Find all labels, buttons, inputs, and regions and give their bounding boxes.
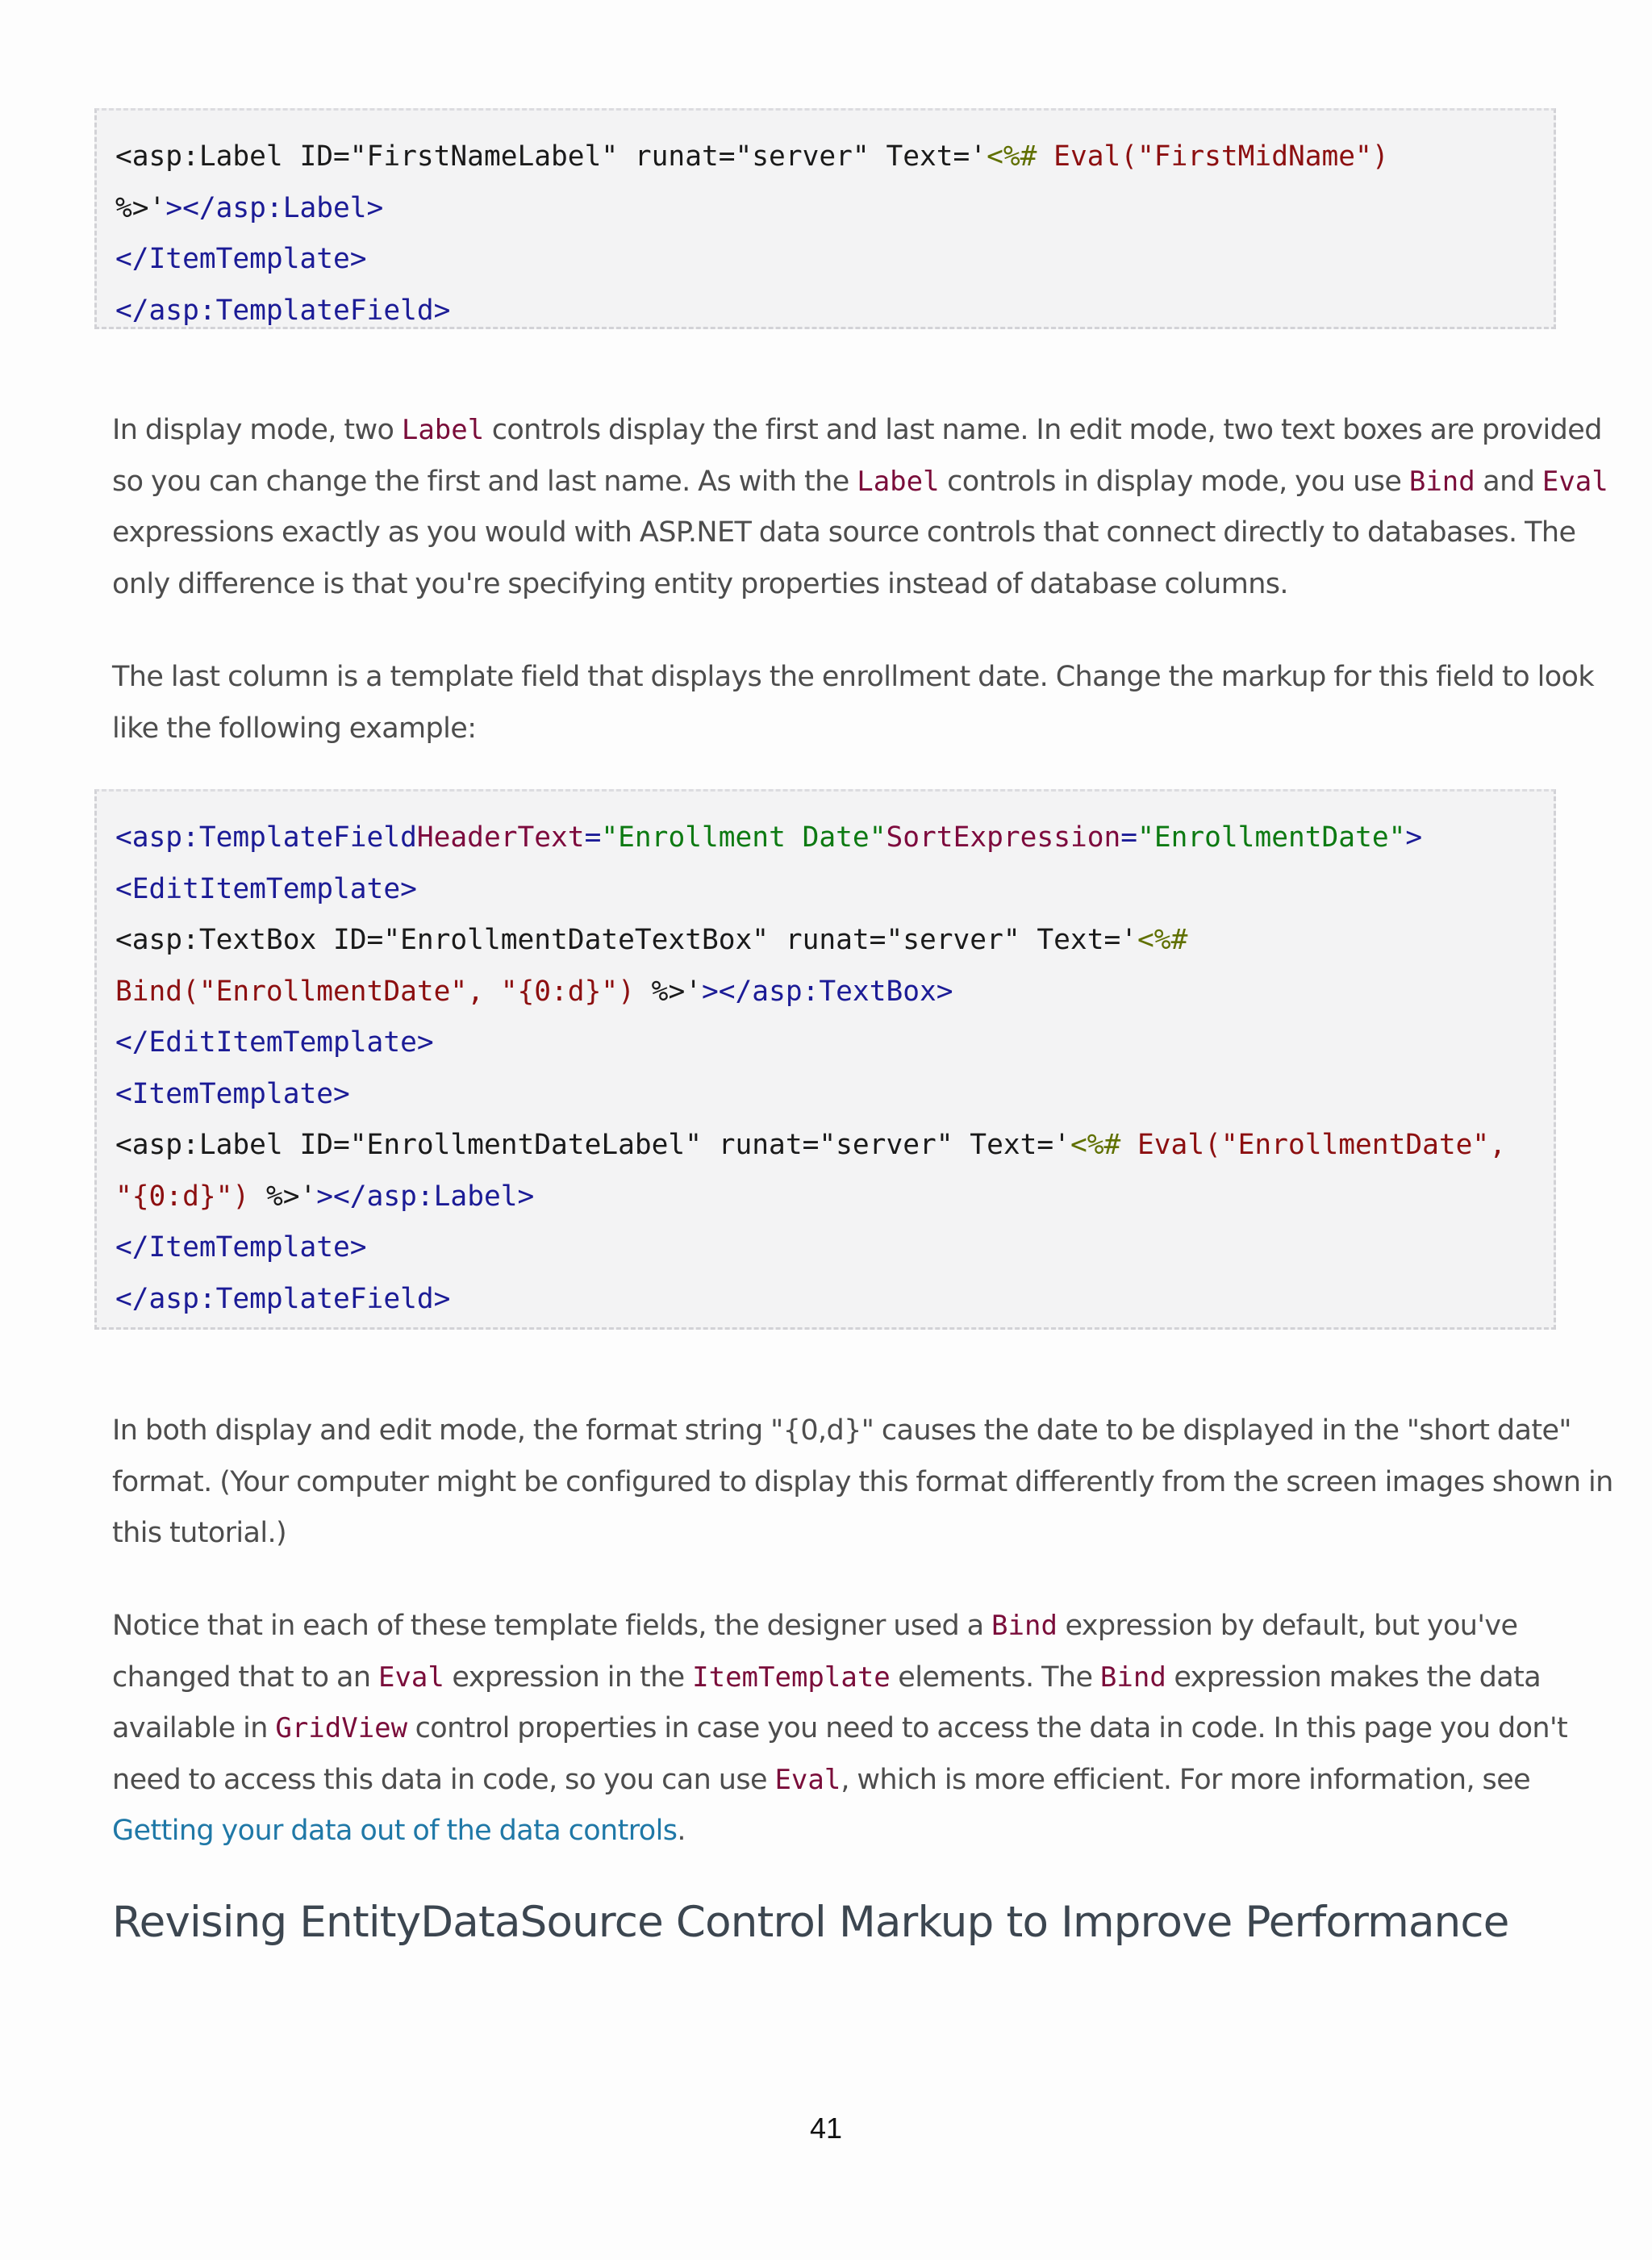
code-text: %>' — [249, 1180, 317, 1213]
code-string: "EnrollmentDate" — [1137, 821, 1406, 854]
code-tag: ></asp:Label> — [165, 191, 384, 224]
code-text: <asp:TextBox ID="EnrollmentDateTextBox" runat="server" Text=' — [115, 924, 1138, 956]
text-line — [112, 1703, 1568, 1755]
text-line — [112, 1457, 1613, 1509]
code-delimiter: <%# — [1137, 924, 1188, 956]
paragraph-bind-vs-eval — [112, 1601, 1568, 1857]
text-line — [112, 508, 1576, 559]
paragraph-enrollment-date-intro — [112, 652, 1595, 754]
code-delimiter: <%# — [1070, 1129, 1121, 1161]
inline-code: Label — [857, 465, 940, 498]
text-run: . — [677, 1815, 686, 1847]
code-tag: </asp:TemplateField> — [115, 294, 451, 327]
inline-code: Bind — [991, 1610, 1058, 1642]
text-line — [112, 405, 1602, 457]
code-line — [115, 286, 1535, 337]
inline-code: Bind — [1408, 465, 1475, 498]
code-line — [115, 864, 1535, 916]
text-line — [112, 457, 1608, 508]
text-run: elements. The — [890, 1661, 1100, 1694]
text-run: only difference is that you're specifying entity properties instead of database columns. — [112, 567, 1288, 600]
code-text: <asp:Label ID="EnrollmentDateLabel" runat="server" Text=' — [115, 1129, 1070, 1161]
code-tag: <asp:TemplateField — [115, 821, 417, 854]
text-line — [112, 1406, 1571, 1457]
text-run: Notice that in each of these template fields, the designer used a — [112, 1610, 992, 1642]
code-tag: ></asp:Label> — [316, 1180, 535, 1213]
code-tag: <ItemTemplate> — [115, 1077, 350, 1110]
text-run: this tutorial.) — [112, 1517, 287, 1549]
text-line — [112, 704, 1564, 755]
text-line — [112, 1806, 1564, 1857]
text-run: controls in display mode, you use — [939, 465, 1409, 498]
text-run: The last column is a template field that displays the enrollment date. Change the markup for this field to look — [112, 661, 1595, 693]
text-run: need to access this data in code, so you can use — [112, 1763, 775, 1796]
text-line — [112, 1755, 1564, 1807]
text-run: expression by default, but you've — [1057, 1610, 1518, 1642]
code-block-enrollment-date-template — [94, 789, 1556, 1330]
text-run: , which is more efficient. For more information, see — [841, 1763, 1531, 1796]
code-line — [115, 1017, 1535, 1069]
section-heading: Revising EntityDataSource Control Markup to Improve Performance — [112, 1898, 1509, 1947]
code-tag: = — [1120, 821, 1138, 854]
code-tag: > — [1405, 821, 1423, 854]
code-tag: </ItemTemplate> — [115, 243, 367, 275]
inline-code: Label — [401, 414, 485, 446]
text-line — [112, 559, 1564, 611]
text-run: expression makes the data — [1166, 1661, 1541, 1694]
code-tag: </EditItemTemplate> — [115, 1026, 434, 1059]
text-run: available in — [112, 1712, 276, 1744]
code-text: %>' — [115, 191, 166, 224]
inline-code: Eval — [1541, 465, 1608, 498]
code-attribute: HeaderText — [416, 821, 585, 854]
code-line — [115, 1172, 1535, 1223]
text-run: so you can change the first and last name. As with the — [112, 465, 857, 498]
inline-code: Bind — [1099, 1661, 1166, 1694]
code-block-label-template — [94, 108, 1556, 329]
code-attribute: SortExpression — [886, 821, 1121, 854]
code-line — [115, 1274, 1535, 1326]
paragraph-display-edit-mode — [112, 405, 1608, 610]
code-string: "Enrollment Date" — [601, 821, 886, 854]
text-run: like the following example: — [112, 712, 477, 745]
text-run: controls display the first and last name. In edit mode, two text boxes are provided — [484, 414, 1602, 446]
text-run: expression in the — [444, 1661, 693, 1694]
text-line — [112, 652, 1595, 704]
code-expression: Eval("FirstMidName") — [1037, 140, 1389, 173]
text-run: format. (Your computer might be configured to display this format differently from the screen images shown in — [112, 1465, 1613, 1498]
inline-code: Eval — [378, 1661, 444, 1694]
code-line — [115, 813, 1535, 864]
inline-code: ItemTemplate — [692, 1661, 891, 1694]
code-expression: "{0:d}") — [115, 1180, 250, 1213]
code-expression: Eval("EnrollmentDate", — [1120, 1129, 1506, 1161]
code-line — [115, 1069, 1535, 1121]
code-text: %>' — [634, 975, 702, 1008]
text-run: In display mode, two — [112, 414, 402, 446]
code-line — [115, 1120, 1535, 1172]
text-run: expressions exactly as you would with ASP.NET data source controls that connect directly to databases. The — [112, 516, 1576, 549]
inline-code: GridView — [275, 1712, 408, 1744]
text-run: changed that to an — [112, 1661, 378, 1694]
code-delimiter: <%# — [987, 140, 1037, 173]
text-line — [112, 1601, 1564, 1652]
text-run: control properties in case you need to access the data in code. In this page you don't — [407, 1712, 1568, 1744]
code-line — [115, 132, 1535, 183]
code-line — [115, 234, 1535, 286]
code-line — [115, 967, 1535, 1018]
link[interactable]: Getting your data out of the data controls — [112, 1815, 678, 1847]
code-tag: ></asp:TextBox> — [702, 975, 953, 1008]
text-run: In both display and edit mode, the format string "{0,d}" causes the date to be displayed in the "short date" — [112, 1414, 1571, 1447]
text-run: and — [1475, 465, 1542, 498]
code-expression: Bind("EnrollmentDate", "{0:d}") — [115, 975, 635, 1008]
code-tag: = — [584, 821, 602, 854]
paragraph-format-string — [112, 1406, 1613, 1560]
inline-code: Eval — [774, 1763, 841, 1796]
code-text: <asp:Label ID="FirstNameLabel" runat="server" Text=' — [115, 140, 987, 173]
code-line — [115, 915, 1535, 967]
code-tag: <EditItemTemplate> — [115, 872, 417, 905]
code-tag: </ItemTemplate> — [115, 1231, 367, 1264]
text-line — [112, 1508, 1564, 1560]
text-line — [112, 1652, 1564, 1704]
code-line — [115, 183, 1535, 235]
code-line — [115, 1222, 1535, 1274]
page-number: 41 — [809, 2112, 843, 2145]
code-tag: </asp:TemplateField> — [115, 1282, 451, 1315]
